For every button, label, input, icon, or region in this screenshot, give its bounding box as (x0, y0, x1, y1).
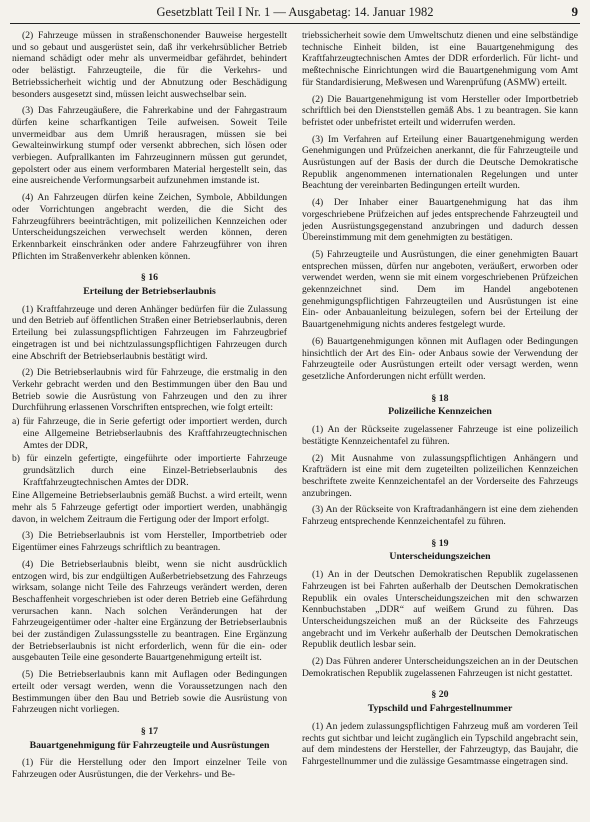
section-number: § 16 (140, 272, 159, 284)
right-column (302, 30, 578, 773)
section-number: § 19 (431, 537, 449, 549)
gazette-title: Gesetzblatt Teil I Nr. 1 — Ausgabetag: 14. Januar 1982 (156, 5, 434, 19)
paragraph: triebssicherheit sowie dem Umweltschutz dienen und eine selbständige technische Einheit bilden, ist eine Bauartgenehmigung des Kraftfahrzeugtechnischen Amtes der DDR erforderlich. Für licht- und meßtechnische Einrichtungen wird die Bauartgenehmigung vom Amt für Standardisierung, Meßwesen und Warenprüfung (ASMW) erteilt. (302, 30, 578, 88)
paragraph: (5) Die Betriebserlaubnis kann mit Auflagen oder Bedingungen erteilt oder versagt werden, wenn die Voraussetzungen nach den Bestimmungen über den Bau und Betrieb sowie die Ausrüstung von Fahrzeugen nicht vorliegen. (12, 669, 287, 716)
paragraph: (2) Das Führen anderer Unterscheidungszeichen an in der Deutschen Demokratischen Republik zugelassenen Fahrzeugen ist nicht gestattet. (302, 656, 578, 679)
section-title: Erteilung der Betriebserlaubnis (83, 286, 216, 298)
section-number: § 20 (431, 689, 449, 701)
left-column (12, 30, 287, 786)
section-title: Typschild und Fahrgestellnummer (367, 703, 513, 715)
section-title: Bauartgenehmigung für Fahrzeugteile und Ausrüstungen (29, 739, 270, 751)
paragraph: (1) Für die Herstellung oder den Import einzelner Teile von Fahrzeugen oder Ausrüstungen, die der Verkehrs- und Be- (12, 757, 287, 781)
paragraph: (2) Fahrzeuge müssen in straßenschonender Bauweise hergestellt und so gebaut und ausgerüstet sein, daß ihr verkehrsüblicher Betrieb niemand schädigt oder mehr als unvermeidbar gefährdet, behindert oder belästigt. Fahrzeugteile, die für die Verkehrs- und Betriebssicherheit wichtig und der Abnutzung oder Beschädigung besonders ausgesetzt sind, müssen leicht auswechselbar sein. (12, 30, 287, 100)
section-number: § 17 (140, 725, 159, 737)
list-item: b) für einzeln gefertigte, eingeführte oder importierte Fahrzeuge grundsätzlich durch eine Einzel-Betriebserlaubnis des Kraftfahrzeugtechnischen Amtes der DDR. (12, 453, 287, 488)
paragraph: (3) Die Betriebserlaubnis ist vom Hersteller, Importbetrieb oder Eigentümer eines Fahrzeugs schriftlich zu beantragen. (12, 530, 287, 554)
section-title: Polizeiliche Kennzeichen (388, 406, 492, 418)
page-number: 9 (571, 4, 578, 19)
page-header (10, 3, 580, 24)
paragraph: (4) Der Inhaber einer Bauartgenehmigung hat das ihm vorgeschriebene Prüfzeichen auf jedes entsprechende Fahrzeugteil und jeden Ausrüstungsgegenstand anzubringen und dadurch dessen Übereinstimmung mit dem genehmigten zu bestätigen. (302, 197, 578, 244)
section-number: § 18 (431, 392, 449, 404)
paragraph: (2) Die Bauartgenehmigung ist vom Hersteller oder Importbetrieb schriftlich bei den Dienststellen gemäß Abs. 1 zu beantragen. Sie kann befristet oder unbefristet erteilt und widerrufen werden. (302, 93, 578, 128)
paragraph: (1) An in der Deutschen Demokratischen Republik zugelassenen Fahrzeugen ist bei Fahrten außerhalb der Deutschen Demokratischen Republik ein ovales Unterscheidungszeichen mit den schwarzen Kennbuchstaben „DDR“ auf weißem Grund zu führen. Das Unterscheidungszeichen muß an der Rückseite des Fahrzeugs angebracht und im Verkehr außerhalb der Deutschen Demokratischen Republik deutlich lesbar sein. (302, 569, 578, 651)
paragraph: (3) An der Rückseite von Kraftradanhängern ist eine dem ziehenden Fahrzeug entsprechende Kennzeichentafel zu führen. (302, 504, 578, 528)
paragraph: (1) An der Rückseite zugelassener Fahrzeuge ist eine polizeilich bestätigte Kennzeichentafel zu führen. (302, 424, 578, 447)
paragraph: (1) Kraftfahrzeuge und deren Anhänger bedürfen für die Zulassung und den Betrieb auf öffentlichen Straßen einer Betriebserlaubnis, deren Erteilung bei zulassungspflichtigen Fahrzeugen im Fahrzeugbrief eingetragen ist und bei nichtzulassungspflichtigen Fahrzeugen durch eine Abschrift der Betriebserlaubnis bestätigt wird. (12, 303, 287, 362)
paragraph: (2) Die Betriebserlaubnis wird für Fahrzeuge, die erstmalig in den Verkehr gebracht werden und den Bestimmungen über den Bau und Betrieb sowie die Ausrüstung von Fahrzeugen und den zu ihrer Durchführung erlassenen Vorschriften entsprechen, wie folgt erteilt: (12, 367, 287, 414)
paragraph: (4) Die Betriebserlaubnis bleibt, wenn sie nicht ausdrücklich entzogen wird, bis zur endgültigen Außerbetriebsetzung des Fahrzeugs wirksam, solange nicht Teile des Fahrzeugs verändert werden, deren Beschaffenheit vorgeschrieben ist oder deren Betrieb eine Gefährdung verursachen kann. Nach solchen Veränderungen hat der Fahrzeugeigentümer oder -halter eine Ergänzung der Betriebserlaubnis bei der zuständigen Zulassungsstelle zu beantragen. Eine Ergänzung der Betriebserlaubnis ist nicht erforderlich, wenn für die ein- oder ausgebauten Teile eine gesonderte Bauartgenehmigung erteilt ist. (12, 558, 287, 664)
paragraph: (6) Bauartgenehmigungen können mit Auflagen oder Bedingungen hinsichtlich der Art des Ein- oder Anbaus sowie der Verwendung der Fahrzeugteile oder Ausrüstungen erteilt oder versagt werden, wenn gesetzliche Anforderungen nicht erfüllt werden. (302, 335, 578, 382)
paragraph: (1) An jedem zulassungspflichtigen Fahrzeug muß am vorderen Teil rechts gut sichtbar und leicht zugänglich ein Typschild angebracht sein, auf dem mindestens der Hersteller, der Fahrzeugtyp, das Baujahr, die Fahrgestellnummer und die zulässige Gesamtmasse eingetragen sind. (302, 720, 578, 767)
paragraph: (5) Fahrzeugteile und Ausrüstungen, die einer genehmigten Bauart entsprechen müssen, dürfen nur angeboten, veräußert, erworben oder verwendet werden, wenn sie mit einem vorgeschriebenen Prüfzeichen gekennzeichnet sind. Dem im Handel angebotenen genehmigungspflichtigen Fahrzeugteilen und Ausrüstungen ist eine Ein- oder Anbauanleitung beizulegen, sofern bei der Erteilung der Bauartgenehmigung nichts anderes festgelegt wurde. (302, 248, 578, 331)
paragraph: (2) Mit Ausnahme von zulassungspflichtigen Anhängern und Krafträdern ist eine mit dem zugeteilten polizeilichen Kennzeichen beschriftete zweite Kennzeichentafel an der Vorderseite des Fahrzeugs anzubringen. (302, 452, 578, 499)
section-title: Unterscheidungszeichen (389, 551, 491, 563)
list-item: a) für Fahrzeuge, die in Serie gefertigt oder importiert werden, durch eine Allgemeine Betriebserlaubnis des Kraftfahrzeugtechnischen Amtes der DDR, (12, 416, 287, 451)
paragraph: (3) Im Verfahren auf Erteilung einer Bauartgenehmigung werden Genehmigungen und Prüfzeichen anerkannt, die für Fahrzeugteile und Ausrüstungen auf der Basis der durch die Deutsche Demokratische Republik angenommenen internationalen Regelungen und unter Beachtung der vereinbarten Bedingungen erteilt wurden. (302, 133, 578, 192)
paragraph: (4) An Fahrzeugen dürfen keine Zeichen, Symbole, Abbildungen oder Vorrichtungen angebracht werden, die die Sicht des Fahrzeugführers beeinträchtigen, mit polizeilichen Kennzeichen oder Unterscheidungszeichen verwechselt werden können, deren Erkennbarkeit einschränken oder andere Fahrzeugführer von ihren Pflichten im Straßenverkehr ablenken können. (12, 192, 287, 262)
paragraph: (3) Das Fahrzeugäußere, die Fahrerkabine und der Fahrgastraum dürfen keine scharfkantigen Teile aufweisen. Soweit Teile unvermeidbar aus dem Umriß herausragen, müssen sie bei Gewalteinwirkung stumpf oder versenkt abbrechen, sich lösen oder verbiegen. Aufprallkanten im Fahrzeuginnern müssen gut gerundet, gepolstert oder aus einem verformbaren Material hergestellt sein, das eine ausreichende Verformungsarbeit aufzunehmen imstande ist. (12, 105, 287, 187)
paragraph: Eine Allgemeine Betriebserlaubnis gemäß Buchst. a wird erteilt, wenn mehr als 5 Fahrzeuge gefertigt oder importiert werden, unabhängig davon, in welchem Zeitraum die Fertigung oder der Import erfolgt. (12, 490, 287, 525)
